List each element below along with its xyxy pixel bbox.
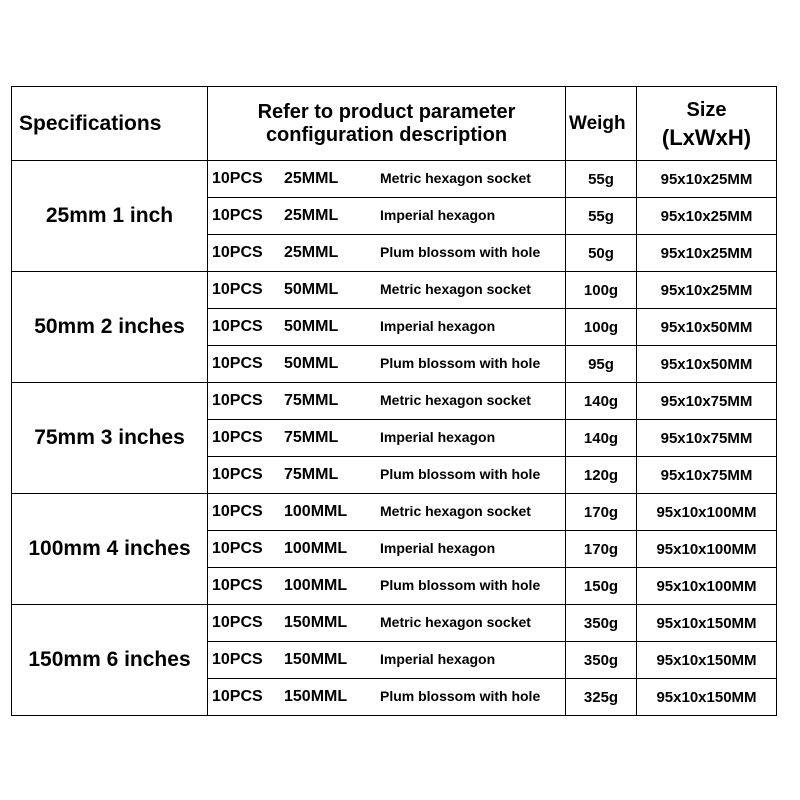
row-length: 100MML (284, 577, 348, 594)
row-length: 25MML (284, 244, 339, 261)
row-weight: 55g (566, 198, 637, 235)
row-quantity: 10PCS (212, 281, 263, 298)
row-type: Metric hexagon socket (380, 170, 531, 186)
row-size: 95x10x100MM (637, 531, 777, 568)
row-size: 95x10x50MM (637, 346, 777, 383)
table-row (12, 161, 777, 198)
row-weight: 95g (566, 346, 637, 383)
row-type: Plum blossom with hole (380, 244, 541, 260)
header-description (208, 87, 566, 161)
header-weight: Weigh (566, 87, 637, 161)
row-type: Imperial hexagon (380, 207, 496, 223)
row-type: Imperial hexagon (380, 540, 496, 556)
row-size: 95x10x100MM (637, 568, 777, 605)
row-quantity: 10PCS (212, 392, 263, 409)
header-specifications: Specifications (12, 87, 208, 161)
row-description (208, 161, 566, 198)
group-label: 25mm 1 inch (12, 161, 208, 272)
row-quantity: 10PCS (212, 170, 263, 187)
row-size: 95x10x25MM (637, 161, 777, 198)
header-description-line1: Refer to product parameter (257, 100, 516, 123)
row-size: 95x10x150MM (637, 679, 777, 716)
row-type: Metric hexagon socket (380, 614, 531, 630)
row-weight: 50g (566, 235, 637, 272)
row-quantity: 10PCS (212, 540, 263, 557)
row-length: 75MML (284, 466, 339, 483)
row-size: 95x10x25MM (637, 235, 777, 272)
row-weight: 170g (566, 494, 637, 531)
header-row (12, 87, 777, 161)
row-weight: 150g (566, 568, 637, 605)
row-size: 95x10x100MM (637, 494, 777, 531)
row-type: Imperial hexagon (380, 651, 496, 667)
row-weight: 140g (566, 383, 637, 420)
row-weight: 55g (566, 161, 637, 198)
row-quantity: 10PCS (212, 688, 263, 705)
row-description (208, 679, 566, 716)
row-description (208, 235, 566, 272)
row-size: 95x10x75MM (637, 457, 777, 494)
row-weight: 100g (566, 309, 637, 346)
table-row (12, 605, 777, 642)
row-length: 100MML (284, 540, 348, 557)
row-weight: 325g (566, 679, 637, 716)
table-row (12, 494, 777, 531)
row-quantity: 10PCS (212, 207, 263, 224)
row-quantity: 10PCS (212, 244, 263, 261)
row-length: 25MML (284, 170, 339, 187)
row-type: Plum blossom with hole (380, 577, 541, 593)
row-weight: 350g (566, 605, 637, 642)
row-weight: 170g (566, 531, 637, 568)
row-quantity: 10PCS (212, 503, 263, 520)
row-type: Plum blossom with hole (380, 466, 541, 482)
row-length: 150MML (284, 614, 348, 631)
row-length: 50MML (284, 355, 339, 372)
row-type: Metric hexagon socket (380, 503, 531, 519)
row-size: 95x10x50MM (637, 309, 777, 346)
row-type: Metric hexagon socket (380, 281, 531, 297)
row-weight: 140g (566, 420, 637, 457)
row-description (208, 198, 566, 235)
row-length: 150MML (284, 651, 348, 668)
group-label: 150mm 6 inches (12, 605, 208, 716)
row-description (208, 642, 566, 679)
row-description (208, 346, 566, 383)
row-size: 95x10x25MM (637, 198, 777, 235)
row-weight: 120g (566, 457, 637, 494)
row-length: 25MML (284, 207, 339, 224)
row-description (208, 605, 566, 642)
table-row (12, 272, 777, 309)
row-type: Imperial hexagon (380, 429, 496, 445)
group-label: 50mm 2 inches (12, 272, 208, 383)
row-size: 95x10x150MM (637, 642, 777, 679)
row-description (208, 568, 566, 605)
row-length: 75MML (284, 429, 339, 446)
row-quantity: 10PCS (212, 466, 263, 483)
row-quantity: 10PCS (212, 577, 263, 594)
row-length: 75MML (284, 392, 339, 409)
row-length: 150MML (284, 688, 348, 705)
row-quantity: 10PCS (212, 318, 263, 335)
header-size-line1: Size (686, 98, 727, 121)
group-label: 75mm 3 inches (12, 383, 208, 494)
row-type: Metric hexagon socket (380, 392, 531, 408)
row-quantity: 10PCS (212, 614, 263, 631)
row-quantity: 10PCS (212, 355, 263, 372)
row-description (208, 531, 566, 568)
row-quantity: 10PCS (212, 429, 263, 446)
row-description (208, 309, 566, 346)
row-description (208, 272, 566, 309)
row-description (208, 383, 566, 420)
row-description (208, 420, 566, 457)
row-weight: 350g (566, 642, 637, 679)
row-description (208, 494, 566, 531)
header-size (637, 87, 777, 161)
header-description-line2: configuration description (265, 123, 508, 146)
row-type: Plum blossom with hole (380, 688, 541, 704)
row-quantity: 10PCS (212, 651, 263, 668)
row-description (208, 457, 566, 494)
row-size: 95x10x75MM (637, 383, 777, 420)
spec-table (11, 86, 777, 716)
row-length: 50MML (284, 281, 339, 298)
table-body (12, 161, 777, 716)
header-size-line2: (LxWxH) (661, 124, 752, 150)
table-row (12, 383, 777, 420)
row-length: 50MML (284, 318, 339, 335)
group-label: 100mm 4 inches (12, 494, 208, 605)
row-length: 100MML (284, 503, 348, 520)
row-type: Plum blossom with hole (380, 355, 541, 371)
row-type: Imperial hexagon (380, 318, 496, 334)
row-size: 95x10x25MM (637, 272, 777, 309)
row-size: 95x10x75MM (637, 420, 777, 457)
row-size: 95x10x150MM (637, 605, 777, 642)
row-weight: 100g (566, 272, 637, 309)
